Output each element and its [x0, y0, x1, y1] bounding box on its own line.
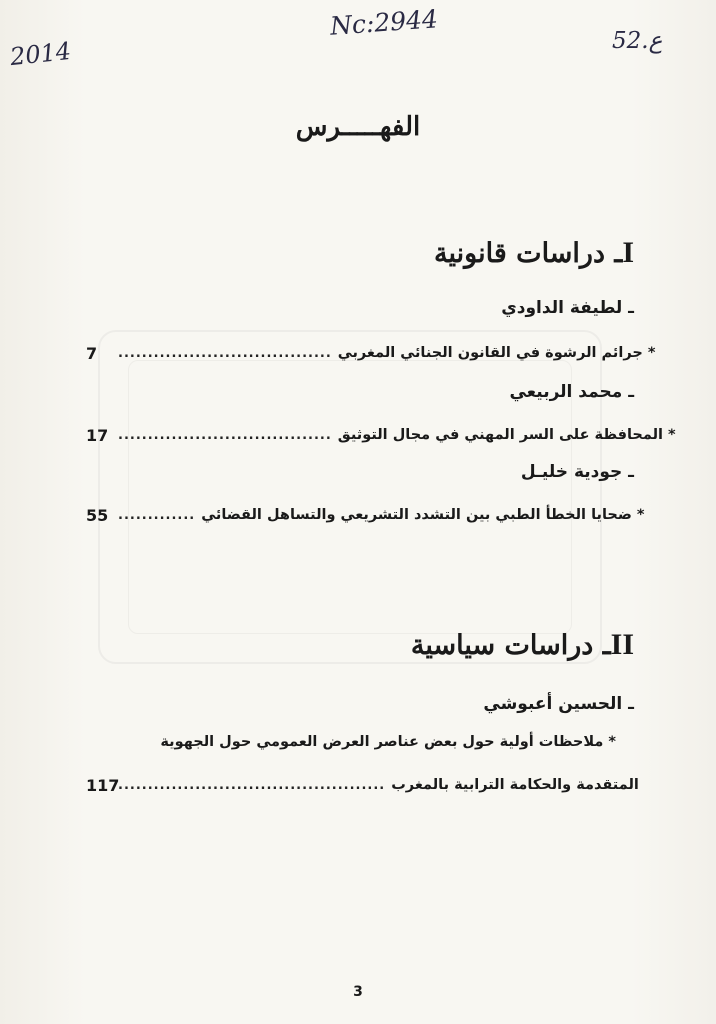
toc-article-title-line1: * ملاحظات أولية حول بعض عناصر العرض العمومي حول الجهوية: [160, 734, 616, 750]
toc-author: ـ لطيفة الداودي: [501, 298, 634, 318]
page-title: الفهـــــرس: [295, 112, 421, 142]
toc-author: ـ الحسين أعبوشي: [483, 694, 634, 714]
section-title: ـ دراسات قانونية: [434, 238, 623, 269]
ornamental-watermark: [98, 330, 602, 664]
handwritten-reference: Nc:2944: [329, 4, 439, 41]
toc-page-number: 17: [86, 425, 109, 445]
toc-entry[interactable]: [86, 422, 676, 448]
handwritten-code: 52.ع: [612, 28, 663, 54]
toc-leader-dots: .............: [118, 507, 196, 523]
toc-page-number: 117: [86, 775, 120, 795]
toc-entry[interactable]: [86, 502, 645, 528]
section-numeral: I: [622, 236, 634, 269]
toc-page-number: 7: [86, 343, 98, 363]
toc-article-title: * جرائم الرشوة في القانون الجنائي المغربي: [337, 345, 656, 361]
section-heading-legal-studies: [434, 236, 634, 270]
toc-entry[interactable]: [86, 772, 639, 798]
page-number: 3: [353, 984, 363, 1000]
toc-leader-dots: ....................................: [118, 345, 332, 361]
toc-leader-dots: .............................................: [118, 777, 386, 793]
toc-entry[interactable]: [86, 340, 656, 366]
handwritten-year: 2014: [8, 36, 73, 72]
section-title: ـ دراسات سياسية: [410, 630, 611, 661]
section-numeral: II: [610, 628, 634, 661]
toc-article-title-line2: المتقدمة والحكامة الترابية بالمغرب: [391, 777, 639, 793]
toc-author: ـ جودية خليـل: [520, 462, 634, 482]
section-heading-political-studies: [411, 628, 634, 662]
toc-article-title: * ضحايا الخطأ الطبي بين التشدد التشريعي والتساهل القضائي: [201, 507, 645, 523]
toc-article-title: * المحافظة على السر المهني في مجال التوثيق: [337, 427, 676, 443]
toc-page-number: 55: [86, 505, 109, 525]
toc-author: ـ محمد الربيعي: [509, 382, 634, 402]
toc-leader-dots: ....................................: [118, 427, 332, 443]
